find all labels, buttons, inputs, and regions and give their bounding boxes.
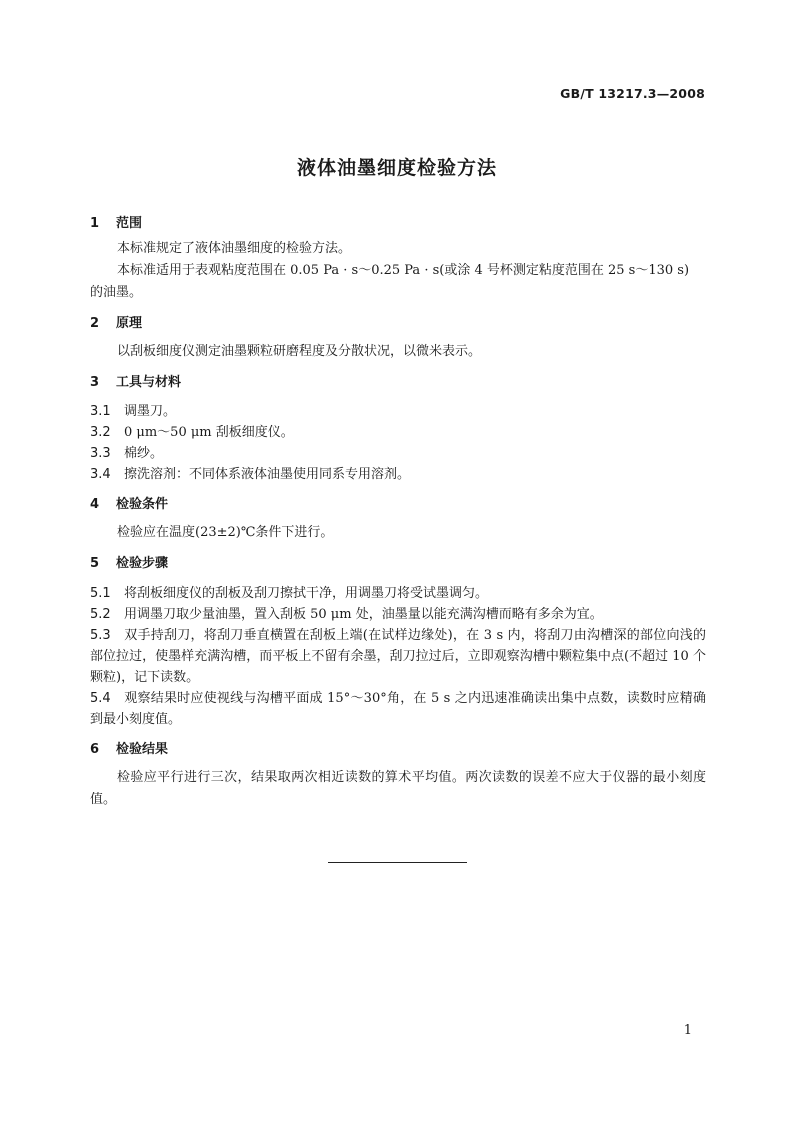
- section-title: 范围: [116, 216, 143, 231]
- section-title: 原理: [116, 316, 143, 331]
- item-text: 将刮板细度仪的刮板及刮刀擦拭干净，用调墨刀将受试墨调匀。: [124, 586, 489, 601]
- item-number: 5.3: [90, 628, 111, 643]
- section-title: 工具与材料: [116, 375, 182, 390]
- item-text: 棉纱。: [124, 446, 164, 461]
- paragraph: 本标准规定了液体油墨细度的检验方法。: [117, 241, 352, 256]
- section-title: 检验步骤: [116, 556, 169, 571]
- list-item: [90, 443, 706, 464]
- section-title: 检验条件: [116, 497, 169, 512]
- section-heading: [90, 314, 706, 334]
- section-number: 6: [90, 742, 100, 757]
- paragraph: 本标准适用于表观粘度范围在 0.05 Pa · s～0.25 Pa · s(或涂 4 号杯测定粘度范围在 25 s～130 s): [117, 263, 690, 278]
- item-text: 用调墨刀取少量油墨，置入刮板 50 μm 处，油墨量以能充满沟槽而略有多余为宜。: [124, 607, 603, 622]
- section-number: 1: [90, 216, 100, 231]
- section-test-conditions: [90, 495, 706, 544]
- paragraph: 检验应在温度(23±2)℃条件下进行。: [117, 525, 334, 540]
- document-title: 液体油墨细度检验方法: [296, 157, 497, 179]
- paragraph: 以刮板细度仪测定油墨颗粒研磨程度及分散状况，以微米表示。: [117, 344, 482, 359]
- item-number: 3.2: [90, 425, 111, 440]
- item-number: 3.1: [90, 404, 111, 419]
- section-test-results: [90, 740, 706, 811]
- item-text: 双手持刮刀，将刮刀垂直横置在刮板上端(在试样边缘处)，在 3 s 内，将刮刀由沟槽深的部位向浅的部位拉过，使墨样充满沟槽，而平板上不留有余墨，刮刀拉过后，立即观察沟槽中颗粒集中点(不超过 10 个颗粒)，记下读数。: [90, 628, 706, 685]
- page-number: 1: [683, 1023, 692, 1038]
- section-scope: [90, 214, 706, 304]
- end-rule: [328, 862, 467, 863]
- item-text: 调墨刀。: [124, 404, 177, 419]
- section-heading: [90, 740, 706, 760]
- item-number: 3.4: [90, 467, 111, 482]
- section-test-procedure: [90, 554, 706, 730]
- section-number: 4: [90, 497, 100, 512]
- section-heading: [90, 554, 706, 574]
- item-number: 3.3: [90, 446, 111, 461]
- section-number: 3: [90, 375, 100, 390]
- section-principle: [90, 314, 706, 363]
- list-item: [90, 464, 706, 485]
- list-item: [90, 625, 706, 688]
- list-item: [90, 401, 706, 422]
- section-tools-materials: [90, 373, 706, 485]
- item-text: 擦洗溶剂：不同体系液体油墨使用同系专用溶剂。: [124, 467, 411, 482]
- document-body: [90, 214, 706, 811]
- item-number: 5.4: [90, 691, 111, 706]
- item-number: 5.2: [90, 607, 111, 622]
- standard-number: GB/T 13217.3—2008: [560, 86, 705, 101]
- list-item: [90, 422, 706, 443]
- section-heading: [90, 373, 706, 393]
- item-text: 观察结果时应使视线与沟槽平面成 15°～30°角，在 5 s 之内迅速准确读出集中点数，读数时应精确到最小刻度值。: [90, 691, 706, 727]
- section-number: 2: [90, 316, 100, 331]
- list-item: [90, 604, 706, 625]
- paragraph: 的油墨。: [90, 285, 143, 300]
- section-number: 5: [90, 556, 100, 571]
- item-text: 0 μm～50 μm 刮板细度仪。: [124, 425, 294, 440]
- section-heading: [90, 495, 706, 515]
- list-item: [90, 688, 706, 730]
- section-heading: [90, 214, 706, 234]
- item-number: 5.1: [90, 586, 111, 601]
- list-item: [90, 583, 706, 604]
- section-title: 检验结果: [116, 742, 169, 757]
- paragraph: 检验应平行进行三次，结果取两次相近读数的算术平均值。两次读数的误差不应大于仪器的最小刻度值。: [90, 770, 706, 807]
